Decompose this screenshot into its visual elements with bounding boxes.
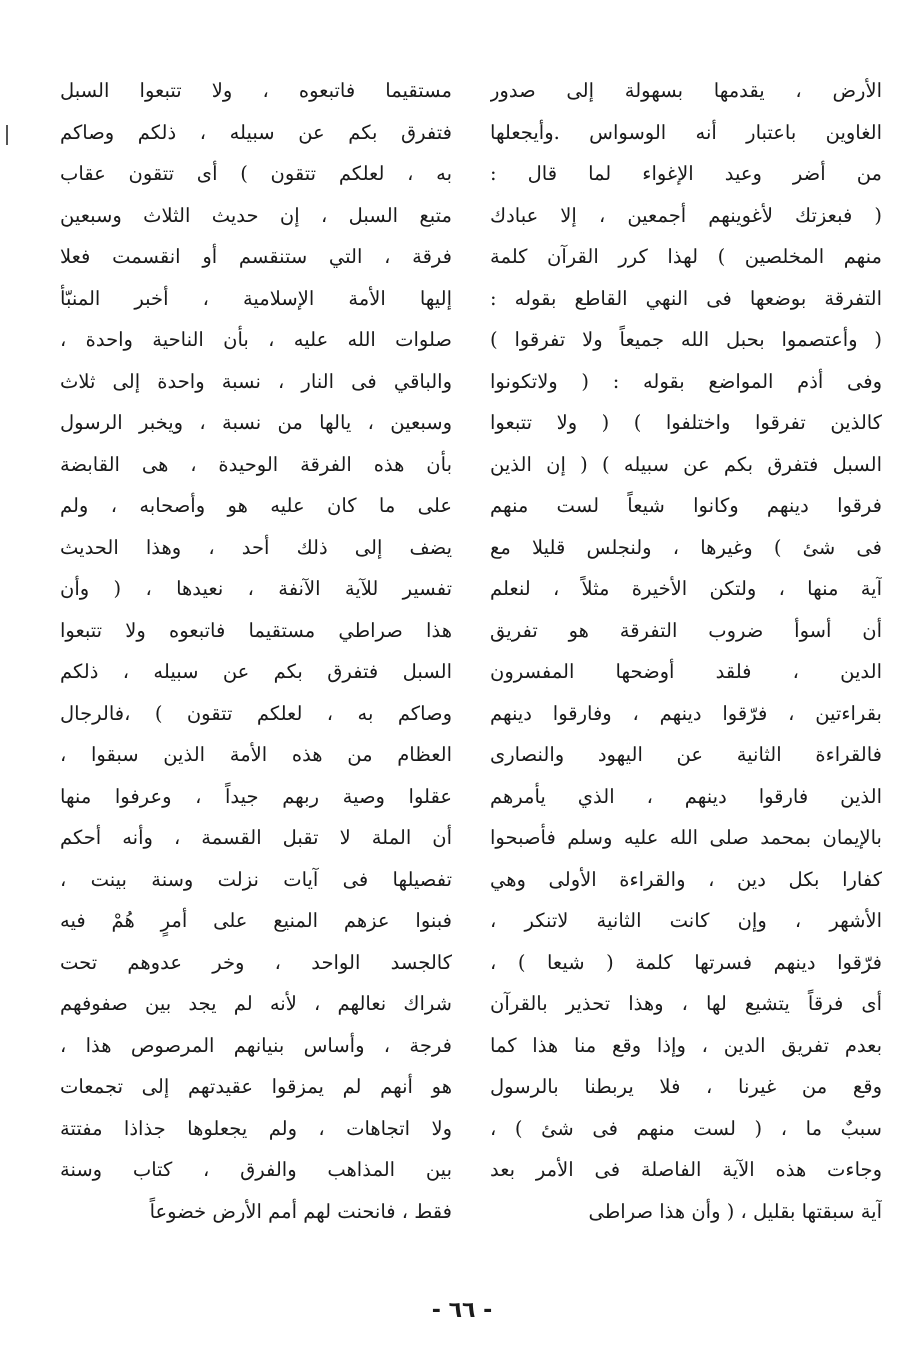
text-line: التفرقة بوضعها فى النهي القاطع بقوله : bbox=[490, 286, 882, 310]
text-line: وصاكم به ، لعلكم تتقون ) ،فالرجال bbox=[60, 701, 452, 725]
left-column bbox=[60, 70, 452, 1232]
text-line: بقراءتين ، فرّقوا دينهم ، وفارقوا دينهم bbox=[490, 701, 882, 725]
text-line: متبع السبل ، إن حديث الثلاث وسبعين bbox=[60, 203, 452, 227]
text-line: كالذين تفرقوا واختلفوا ) ( ولا تتبعوا bbox=[490, 411, 882, 434]
text-line: على ما كان عليه هو وأصحابه ، ولم bbox=[60, 494, 452, 517]
text-line: الغاوين باعتبار أنه الوسواس .وأيجعلها bbox=[490, 120, 882, 144]
text-line: أن أسوأ ضروب التفرقة هو تفريق bbox=[490, 618, 882, 642]
text-line: عقلوا وصية ربهم جيداً ، وعرفوا منها bbox=[60, 784, 452, 808]
page-number: - ٦٦ - bbox=[431, 1298, 493, 1323]
text-line: سببٌ ما ، ( لست منهم فى شئ ) ، bbox=[490, 1116, 882, 1140]
text-line: وجاءت هذه الآية الفاصلة فى الأمر بعد bbox=[490, 1158, 882, 1181]
text-line: وقع من غيرنا ، فلا يربطنا بالرسول bbox=[490, 1075, 882, 1098]
text-line: فرّقوا دينهم فسرتها كلمة ( شيعا ) ، bbox=[490, 950, 882, 974]
text-line: وسبعين ، يالها من نسبة ، ويخبر الرسول bbox=[60, 411, 452, 434]
text-line: ولا اتجاهات ، ولم يجعلوها جذاذا مفتتة bbox=[60, 1116, 452, 1140]
text-line: ( وأعتصموا بحبل الله جميعاً ولا تفرقوا ) bbox=[490, 328, 882, 351]
text-line: هو أنهم لم يمزقوا عقيدتهم إلى تجمعات bbox=[60, 1075, 452, 1098]
text-line: وفى أذم المواضع بقوله : ( ولاتكونوا bbox=[490, 369, 882, 393]
text-line: الدين ، فلقد أوضحها المفسرون bbox=[490, 660, 882, 683]
text-line: والباقي فى النار ، نسبة واحدة إلى ثلاث bbox=[60, 369, 452, 393]
text-columns bbox=[60, 70, 882, 1232]
text-line: فبنوا عزهم المنيع على أمرٍ هُمْ فيه bbox=[60, 909, 452, 932]
text-line: يضف إلى ذلك أحد ، وهذا الحديث bbox=[60, 535, 452, 559]
text-line: كفارا بكل دين ، والقراءة الأولى وهي bbox=[490, 867, 882, 891]
text-line: منهم المخلصين ) لهذا كرر القرآن كلمة bbox=[490, 245, 882, 268]
text-line: أن الملة لا تقبل القسمة ، وأنه أحكم bbox=[60, 826, 452, 849]
text-line: ( فبعزتك لأغوينهم أجمعين ، إلا عبادك bbox=[490, 203, 882, 227]
text-line: فتفرق بكم عن سبيله ، ذلكم وصاكم bbox=[60, 120, 452, 144]
text-line: فرجة ، وأساس بنيانهم المرصوص هذا ، bbox=[60, 1033, 452, 1057]
text-line: بالإيمان بمحمد صلى الله عليه وسلم فأصبحوا bbox=[490, 826, 882, 849]
text-line: الذين فارقوا دينهم ، الذي يأمرهم bbox=[490, 784, 882, 808]
text-line: كالجسد الواحد ، وخر عدوهم تحت bbox=[60, 950, 452, 974]
text-line: إليها الأمة الإسلامية ، أخبر المنبّأ bbox=[60, 286, 452, 310]
text-line: شراك نعالهم ، لأنه لم يجد بين صفوفهم bbox=[60, 992, 452, 1015]
right-column bbox=[490, 70, 882, 1232]
text-line: بعدم تفريق الدين ، وإذا وقع منا هذا كما bbox=[490, 1033, 882, 1057]
text-line: به ، لعلكم تتقون ) أى تتقون عقاب bbox=[60, 162, 452, 185]
text-line: العظام من هذه الأمة الذين سبقوا ، bbox=[60, 743, 452, 766]
text-line: آية منها ، ولتكن الأخيرة مثلاً ، لنعلم bbox=[490, 577, 882, 600]
text-line: فى شئ ) وغيرها ، ولنجلس قليلا مع bbox=[490, 535, 882, 559]
text-line: بين المذاهب والفرق ، كتاب وسنة bbox=[60, 1158, 452, 1181]
text-line: من أضر وعيد الإغواء لما قال : bbox=[490, 162, 882, 185]
text-line: تفصيلها فى آيات نزلت وسنة بينت ، bbox=[60, 867, 452, 891]
text-line: السبل فتفرق بكم عن سبيله ) ( إن الذين bbox=[490, 452, 882, 476]
text-line: السبل فتفرق بكم عن سبيله ، ذلكم bbox=[60, 660, 452, 683]
text-line: فرقوا دينهم وكانوا شيعاً لست منهم bbox=[490, 494, 882, 517]
text-line: فالقراءة الثانية عن اليهود والنصارى bbox=[490, 743, 882, 766]
scan-edge-mark bbox=[6, 125, 8, 145]
text-line: فقط ، فانحنت لهم أمم الأرض خضوعاً bbox=[149, 1199, 452, 1223]
text-line: الأشهر ، وإن كانت الثانية لاتنكر ، bbox=[490, 909, 882, 932]
text-line: هذا صراطي مستقيما فاتبعوه ولا تتبعوا bbox=[60, 618, 452, 642]
text-line: صلوات الله عليه ، بأن الناحية واحدة ، bbox=[60, 328, 452, 351]
text-line: أى فرقاً يتشيع لها ، وهذا تحذير بالقرآن bbox=[490, 992, 882, 1015]
text-line: تفسير للآية الآنفة ، نعيدها ، ( وأن bbox=[60, 577, 452, 600]
text-line: آية سبقتها بقليل ، ( وأن هذا صراطى bbox=[588, 1199, 882, 1223]
text-line: الأرض ، يقدمها بسهولة إلى صدور bbox=[490, 79, 882, 102]
text-line: بأن هذه الفرقة الوحيدة ، هى القابضة bbox=[60, 452, 452, 476]
text-line: مستقيما فاتبعوه ، ولا تتبعوا السبل bbox=[60, 79, 452, 102]
text-line: فرقة ، التي ستنقسم أو انقسمت فعلا bbox=[60, 245, 452, 268]
